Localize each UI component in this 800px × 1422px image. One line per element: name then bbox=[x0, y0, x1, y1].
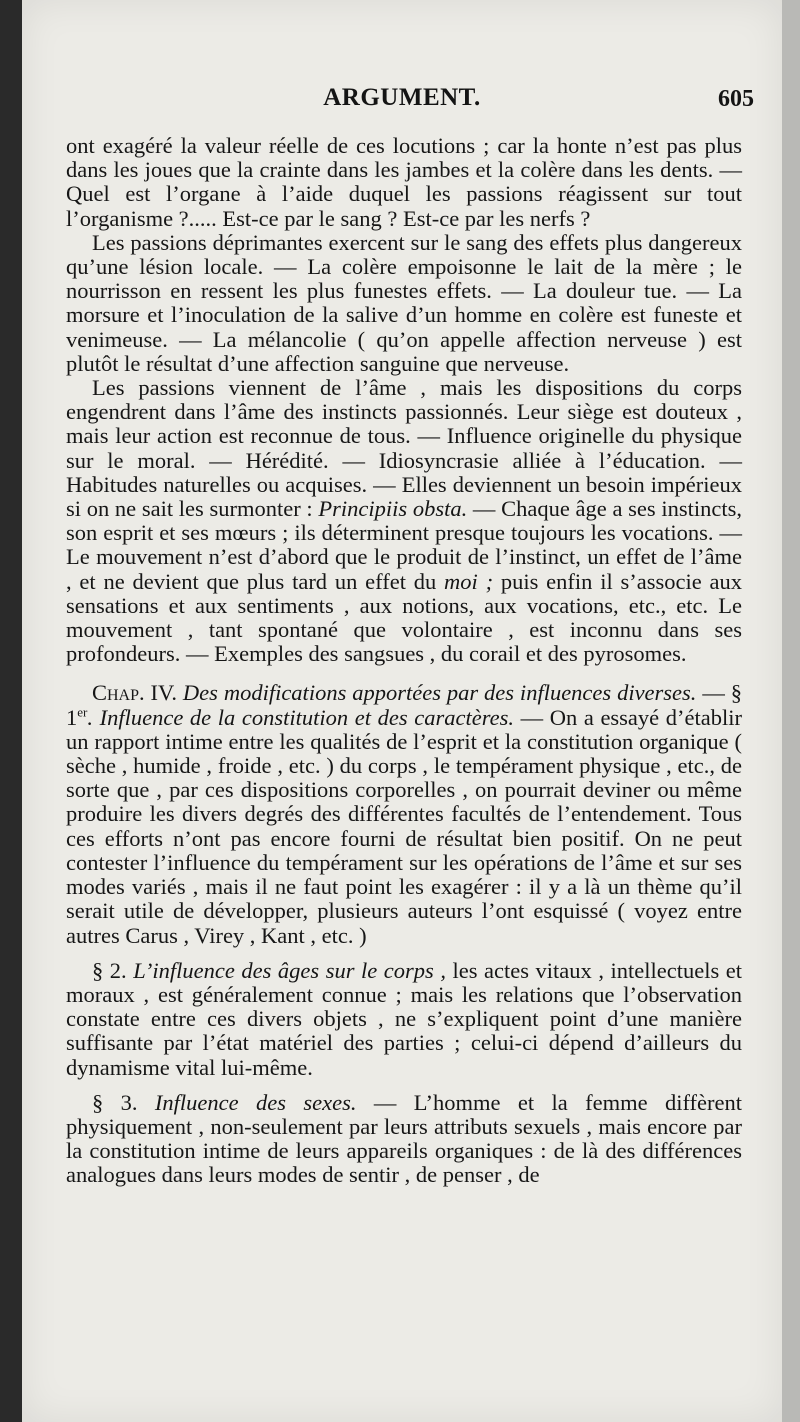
section-1-marker: — § 1 bbox=[66, 680, 742, 730]
section-3-text: — L’homme et la femme diffèrent physiquement , non-seulement par leurs attributs sexuels , mais encore par la constitution intime de leurs appareils organiques : de là des différences analogues dans leurs modes de sentir , de penser , de bbox=[66, 1089, 743, 1188]
paragraph-3-text-c: puis enfin il s’associe aux sensations et aux sentiments , aux notions, aux vocations, etc., etc. Le mouvement , tant spontané que volontaire , est inconnu dans ses profondeurs. — Exemples des sangsues , du corail et des pyrosomes. bbox=[66, 568, 743, 667]
section-1-text: — On a essayé d’établir un rapport intime entre les qualités de l’esprit et la constitution organique ( sèche , humide , froide , etc. ) du corps , le tempérament physique , etc., de sorte que , par ces dispositions corporelles , on pourrait deviner ou même produire les divers degrés des différentes facultés de l’entendement. Tous ces efforts n’ont pas encore fourni de résultat bien positif. On ne peut contester l’influence du tempérament sur les opérations de l’âme et sur ses modes variés , mais il ne faut point les exagérer : il y a là un thème qu’il serait utile de développer, plusieurs auteurs l’ont esquissé ( voyez entre autres Carus , Virey , Kant , etc. ) bbox=[66, 704, 742, 948]
paragraph-1: ont exagéré la valeur réelle de ces locutions ; car la honte n’est pas plus dans les joues que la crainte dans les jambes et la colère dans les dents. — Quel est l’organe à l’aide duquel les passions réagissent sur tout l’organisme ?..... Est-ce par le sang ? Est-ce par les nerfs ? bbox=[66, 133, 742, 231]
latin-phrase: Principiis obsta. bbox=[318, 496, 468, 522]
chapter-label: Chap. IV. bbox=[92, 680, 178, 706]
section-2-paragraph bbox=[66, 959, 742, 1080]
paragraph-2: Les passions déprimantes exercent sur le sang des effets plus dangereux qu’une lésion locale. — La colère empoisonne le lait de la mère ; le nourrisson en ressent les plus funestes effets. — La douleur tue. — La morsure et l’inoculation de la salive d’un homme en colère est funeste et venimeuse. — La mélancolie ( qu’on appelle affection nerveuse ) est plutôt le résultat d’une affection sanguine que nerveuse. bbox=[66, 229, 742, 376]
book-page bbox=[22, 0, 782, 1422]
section-1-superscript: er bbox=[77, 704, 88, 720]
paragraph-3 bbox=[66, 376, 742, 666]
section-3-marker: § 3. bbox=[92, 1089, 155, 1115]
scan-right-margin bbox=[782, 0, 800, 1422]
chapter-title: Des modifications apportées par des influences diverses. bbox=[177, 680, 697, 706]
paragraph-3-text-b: — Chaque âge a ses instincts, son esprit et ses mœurs ; ils déterminent presque toujours les vocations. — Le mouvement n’est d’abord que le produit de l’instinct, un effet de l’âme , et ne devient que plus tard un effet du bbox=[66, 496, 742, 594]
header-title: ARGUMENT. bbox=[323, 84, 481, 111]
section-1-title: . Influence de la constitution et des caractères. bbox=[87, 704, 514, 730]
page-body bbox=[66, 134, 742, 1188]
section-2-marker: § 2. bbox=[92, 957, 134, 983]
section-2-text: les actes vitaux , intellectuels et moraux , est généralement connue ; mais les relations que l’observation constate entre ces divers objets , ne s’expliquent point d’une manière suffisante par l’état matériel des parties ; celui-ci dépend d’ailleurs du dynamisme vital lui-même. bbox=[66, 957, 742, 1080]
section-3-title: Influence des sexes. bbox=[154, 1089, 357, 1115]
paragraph-3-text-a: Les passions viennent de l’âme , mais les dispositions du corps engendrent dans l’âme des instincts passionnés. Leur siège est douteux , mais leur action est reconnue de tous. — Influence originelle du physique sur le moral. — Hérédité. — Idiosyncrasie alliée à l’éducation. — Habitudes naturelles ou acquises. — Elles deviennent un besoin impérieux si on ne sait les surmonter : bbox=[66, 375, 742, 522]
page-number: 605 bbox=[718, 86, 754, 112]
section-3-paragraph bbox=[66, 1091, 742, 1188]
running-header bbox=[22, 84, 782, 120]
moi-term: moi ; bbox=[444, 568, 494, 594]
scan-left-margin bbox=[0, 0, 22, 1422]
chapter-4-paragraph bbox=[66, 681, 742, 947]
section-2-title: L’influence des âges sur le corps , bbox=[133, 957, 446, 983]
